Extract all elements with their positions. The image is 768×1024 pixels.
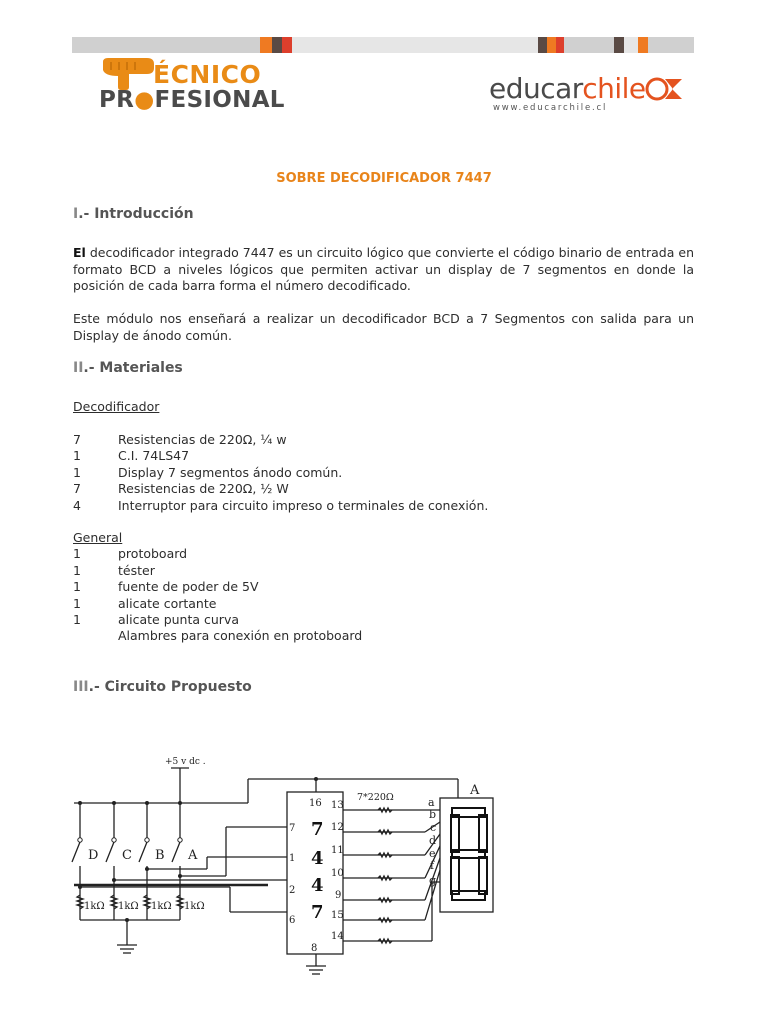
chip-digit: 4 — [311, 875, 324, 896]
chip-input-pin: 6 — [289, 915, 296, 926]
section-heading-introduccion: I.- Introducción — [73, 206, 194, 222]
chip-input-pin: 1 — [289, 853, 296, 864]
list-item: 1 alicate punta curva — [73, 612, 240, 627]
chip-input-pin: 7 — [289, 823, 296, 834]
section-heading-circuito: III.- Circuito Propuesto — [73, 679, 252, 695]
list-item: 1 téster — [73, 563, 155, 578]
supply-label: +5 v dc . — [165, 757, 206, 767]
list-item: Alambres para conexión en protoboard — [118, 628, 363, 643]
chip-output-pin: 12 — [331, 822, 344, 833]
pulldown-label: 1kΩ — [184, 901, 205, 912]
list-item: 4 Interruptor para circuito impreso o terminales de conexión. — [73, 498, 489, 513]
logo-line-tecnico: ÉCNICO — [153, 60, 262, 89]
chip-digit: 7 — [311, 902, 324, 923]
chip-output-pin: 15 — [331, 910, 344, 921]
general-subheading: General — [73, 530, 123, 545]
pulldown-label: 1kΩ — [151, 901, 172, 912]
chip-input-pin: 2 — [289, 885, 296, 896]
chip-digit: 4 — [311, 848, 324, 869]
chip-pin-vcc: 16 — [309, 798, 322, 809]
pulldown-label: 1kΩ — [84, 901, 105, 912]
switch-label-a: A — [188, 848, 198, 863]
chip-output-pin: 11 — [331, 845, 344, 856]
switch-label-d: D — [88, 848, 99, 863]
list-item: 1 alicate cortante — [73, 596, 217, 611]
educarchile-wordmark: educarchile — [489, 72, 646, 105]
chip-digit: 7 — [311, 819, 324, 840]
chip-output-pin: 14 — [331, 931, 344, 942]
chip-pin-gnd: 8 — [311, 943, 318, 954]
switch-label-b: B — [155, 848, 165, 863]
intro-paragraph-1: El decodificador integrado 7447 es un circuito lógico que convierte el código binario de entrada en formato BCD a niveles lógicos que permiten activar un display de 7 segmentos en donde la posición de cada barra forma el número decodificado. — [73, 245, 694, 293]
segment-label: f — [430, 859, 435, 872]
segment-label: e — [429, 847, 436, 860]
list-item: 1 fuente de poder de 5V — [73, 579, 259, 594]
list-item: 7 Resistencias de 220Ω, ½ W — [73, 481, 289, 496]
educarchile-url: www.educarchile.cl — [493, 103, 608, 113]
segment-label: b — [429, 808, 437, 821]
list-item: 1 protoboard — [73, 546, 188, 561]
chip-output-pin: 10 — [331, 868, 344, 879]
chip-output-pin: 9 — [335, 890, 342, 901]
segment-label: d — [429, 834, 437, 847]
segment-label: c — [430, 821, 437, 834]
seven-segment-display-icon — [451, 808, 487, 900]
display-label: A — [470, 783, 480, 798]
segment-label: a — [428, 796, 435, 809]
section-heading-materiales: II.- Materiales — [73, 360, 183, 376]
list-item: 1 C.I. 74LS47 — [73, 448, 190, 463]
switch-label-c: C — [122, 848, 132, 863]
logo-line-profesional: PR●FESIONAL — [99, 87, 285, 113]
intro-paragraph-2: Este módulo nos enseñará a realizar un decodificador BCD a 7 Segmentos con salida para un Display de ánodo común. — [73, 311, 694, 343]
resistor-array-label: 7*220Ω — [357, 792, 394, 803]
pulldown-label: 1kΩ — [118, 901, 139, 912]
list-item: 7 Resistencias de 220Ω, ¼ w — [73, 432, 287, 447]
chip-output-pin: 13 — [331, 800, 344, 811]
list-item: 1 Display 7 segmentos ánodo común. — [73, 465, 343, 480]
decoder-subheading: Decodificador — [73, 399, 160, 414]
segment-label: g — [429, 874, 437, 887]
document-title: SOBRE DECODIFICADOR 7447 — [276, 171, 492, 186]
